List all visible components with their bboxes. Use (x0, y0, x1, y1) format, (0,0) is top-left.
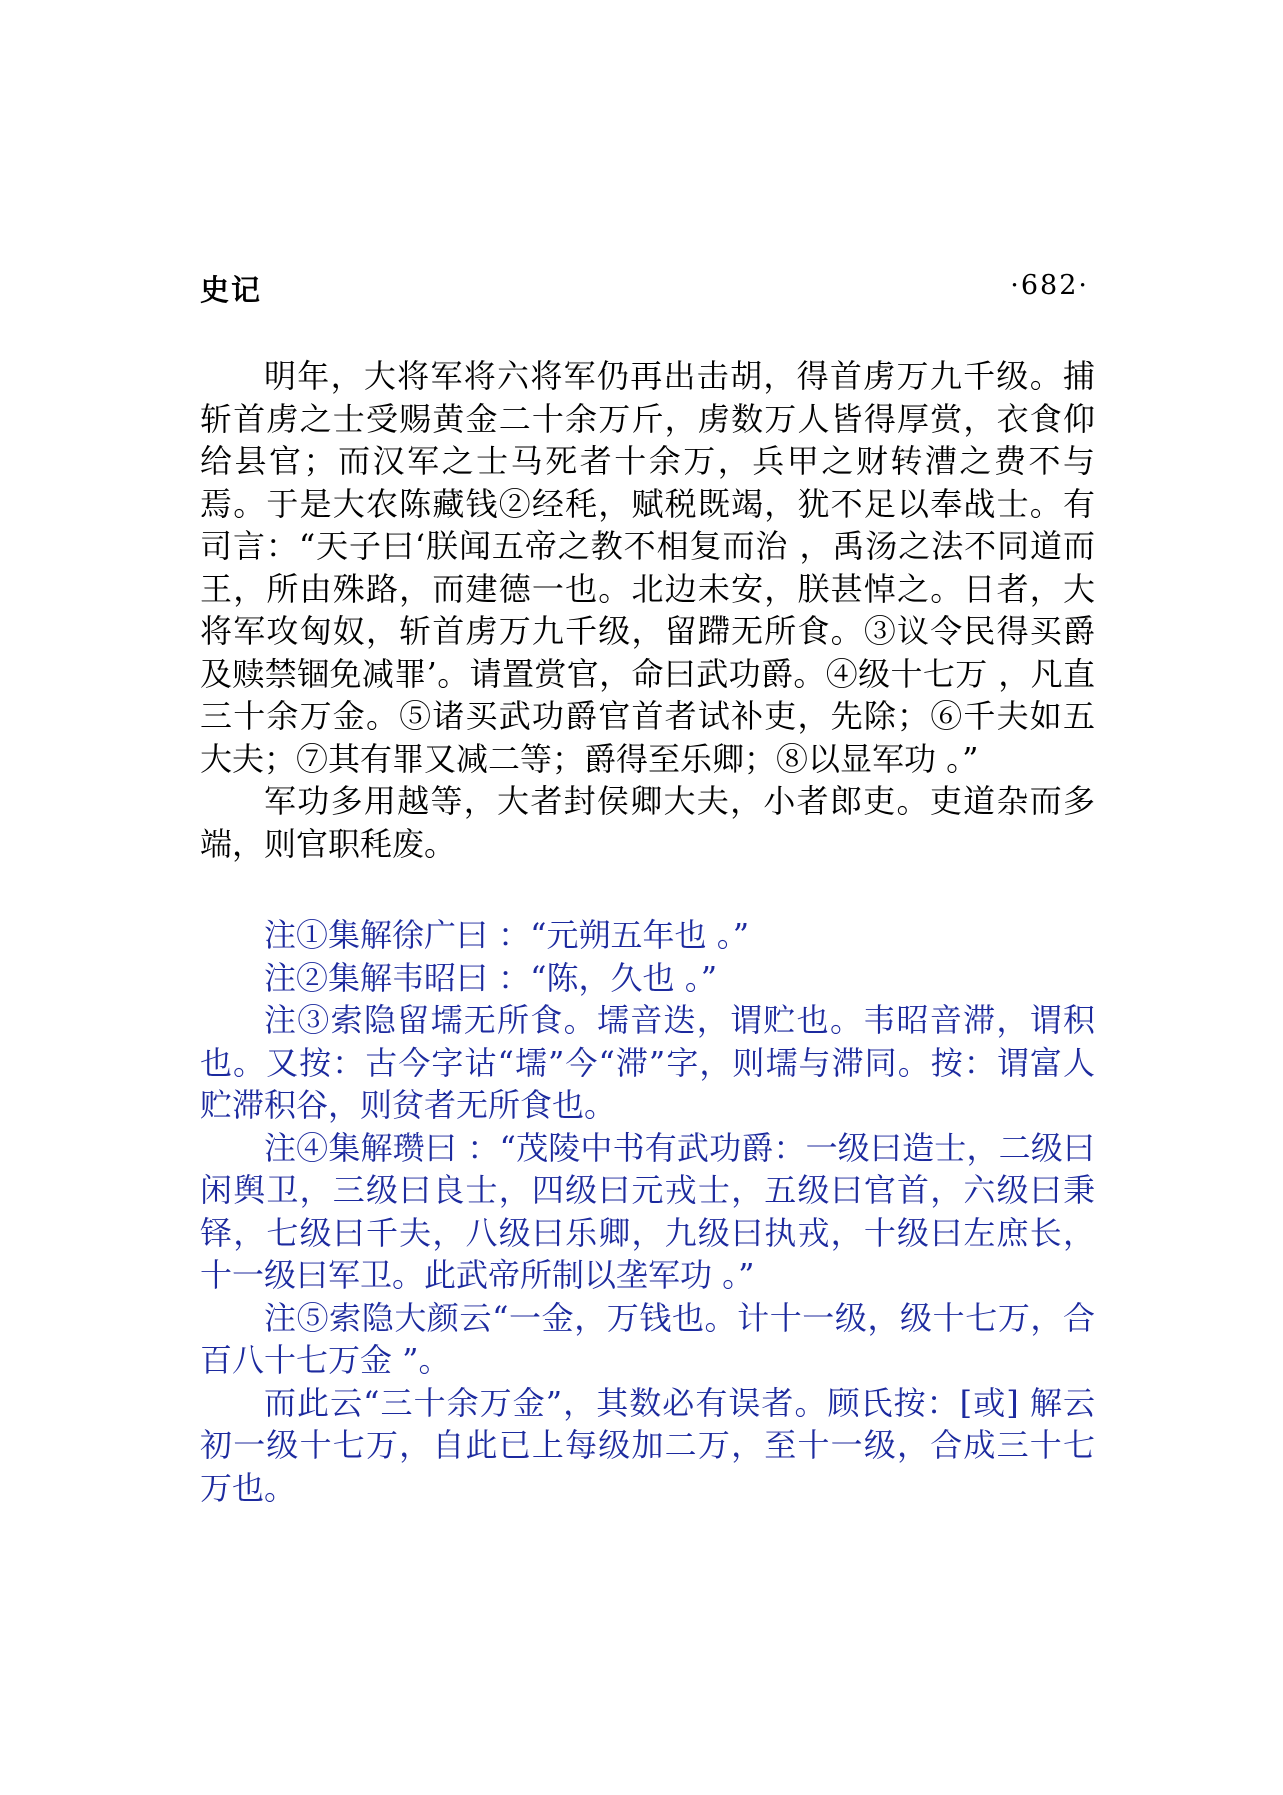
note-4: 注④集解瓒曰 ：“茂陵中书有武功爵：一级曰造士，二级曰闲舆卫，三级曰良士，四级曰元戎士，五级曰官首，六级曰秉铎，七级曰千夫，八级曰乐卿，九级曰执戎，十级曰左庶长，十一级曰军卫。此武帝所制以垄军功 。” (200, 1128, 1095, 1294)
annotations (200, 914, 1095, 1509)
main-paragraph: 明年，大将军将六将军仍再出击胡，得首虏万九千级。捕斩首虏之士受赐黄金二十余万斤，虏数万人皆得厚赏，衣食仰给县官；而汉军之士马死者十余万，兵甲之财转漕之费不与焉。于是大农陈藏钱②经秏，赋税既竭，犹不足以奉战士。有司言：“天子曰‘朕闻五帝之教不相复而治 ，禹汤之法不同道而王，所由殊路，而建德一也。北边未安，朕甚悼之。日者，大将军攻匈奴，斩首虏万九千级，留蹛无所食。③议令民得买爵及赎禁锢免减罪’。请置赏官，命曰武功爵。④级十七万 ，凡直三十余万金。⑤诸买武功爵官首者试补吏，先除；⑥千夫如五大夫；⑦其有罪又减二等；爵得至乐卿；⑧以显军功 。” (200, 357, 1095, 778)
note-2: 注②集解韦昭曰 ：“陈，久也 。” (264, 958, 718, 997)
note-3: 注③索隐留壖无所食。壖音迭，谓贮也。韦昭音滞，谓积也。又按：古今字诂“壖”今“滞”字，则壖与滞同。按：谓富人贮滞积谷，则贫者无所食也。 (200, 1001, 1095, 1124)
page-number: ·682· (1010, 270, 1089, 301)
note-5: 注⑤索隐大颜云“一金，万钱也。计十一级，级十七万，合百八十七万金 ”。 (200, 1298, 1095, 1379)
page-header (200, 268, 1089, 308)
main-paragraph: 军功多用越等，大者封侯卿大夫，小者郎吏。吏道杂而多端，则官职秏废。 (200, 782, 1095, 863)
note-5-continuation: 而此云“三十余万金”，其数必有误者。顾氏按：[或] 解云初一级十七万，自此已上每级加二万，至十一级，合成三十七万也。 (200, 1383, 1095, 1507)
book-title: 史记 (200, 273, 263, 307)
main-text (200, 355, 1095, 865)
note-1: 注①集解徐广曰 ：“元朔五年也 。” (264, 916, 750, 954)
